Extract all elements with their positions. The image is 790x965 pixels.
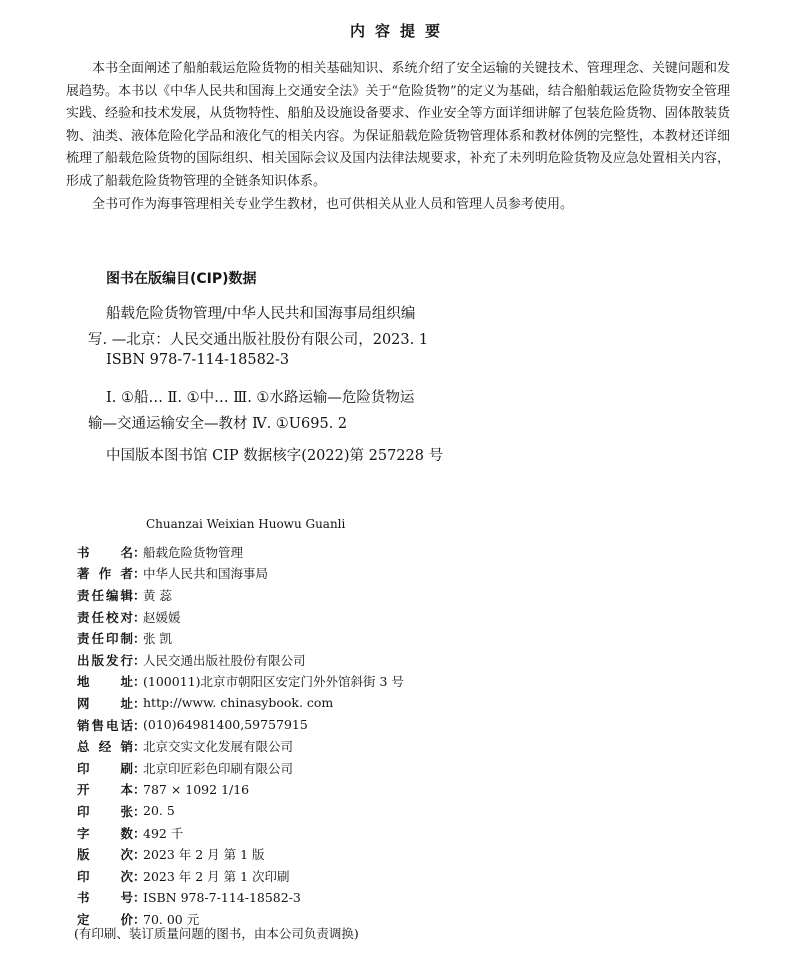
info-row <box>77 800 404 822</box>
info-value: 492 千 <box>143 825 184 841</box>
info-row <box>77 627 404 649</box>
cip-heading: 图书在版编目(CIP)数据 <box>106 271 257 287</box>
info-row <box>77 584 404 606</box>
page-title: 内容提要 <box>349 22 450 40</box>
info-colon: ： <box>133 544 146 560</box>
info-row <box>77 671 404 693</box>
cip-subject-line-1: Ⅰ. ①船… Ⅱ. ①中… Ⅲ. ①水路运输—危险货物运 <box>106 390 415 406</box>
info-colon: ： <box>133 674 146 690</box>
cip-publisher-line: 写. —北京：人民交通出版社股份有限公司，2023. 1 <box>88 332 429 348</box>
pinyin-title: Chuanzai Weixian Huowu Guanli <box>146 517 346 531</box>
info-label: 字 数 <box>77 825 133 841</box>
publication-info-list <box>77 541 404 930</box>
info-value: 人民交通出版社股份有限公司 <box>143 652 306 668</box>
info-row <box>77 714 404 736</box>
info-label: 印 张 <box>77 803 133 819</box>
info-colon: ： <box>133 695 146 711</box>
info-row <box>77 865 404 887</box>
info-label: 定 价 <box>77 911 133 927</box>
info-label: 网 址 <box>77 695 133 711</box>
info-colon: ： <box>133 566 146 582</box>
info-value: 20. 5 <box>143 803 175 819</box>
info-colon: ： <box>133 803 146 819</box>
info-label: 印 刷 <box>77 760 133 776</box>
info-value: (100011)北京市朝阳区安定门外外馆斜街 3 号 <box>143 674 404 690</box>
info-colon: ： <box>133 652 146 668</box>
info-colon: ： <box>133 890 146 906</box>
info-row <box>77 779 404 801</box>
info-colon: ： <box>133 868 146 884</box>
info-label: 开 本 <box>77 782 133 798</box>
info-row <box>77 649 404 671</box>
info-colon: ： <box>133 825 146 841</box>
cip-title-line: 船载危险货物管理/中华人民共和国海事局组织编 <box>106 306 416 322</box>
info-row <box>77 887 404 909</box>
info-value: 70. 00 元 <box>143 911 200 927</box>
info-value: 北京印匠彩色印刷有限公司 <box>143 760 294 776</box>
quality-footnote: (有印刷、装订质量问题的图书，由本公司负责调换) <box>74 926 359 941</box>
info-label: 地 址 <box>77 674 133 690</box>
summary-paragraph-1: 本书全面阐述了船舶载运危险货物的相关基础知识、系统介绍了安全运输的关键技术、管理理念、关键问题和发展趋势。本书以《中华人民共和国海上交通安全法》关于“危险货物”的定义为基础，结合船舶载运危险货物安全管理实践、经验和技术发展，从货物特性、船舶及设施设备要求、作业安全等方面详细讲解了包装危险货物、固体散装货物、油类、液体危险化学品和液化气的相关内容。为保证船载危险货物管理体系和教材体例的完整性，本教材还详细梳理了船载危险货物的国际组织、相关国际会议及国内法律法规要求，补充了未列明危险货物及应急处置相关内容，形成了船载危险货物管理的全链条知识体系。 <box>66 61 730 189</box>
info-value: ISBN 978-7-114-18582-3 <box>143 889 301 905</box>
info-label: 印 次 <box>77 868 133 884</box>
info-value: 787 × 1092 1/16 <box>143 781 250 797</box>
cip-subject-line-2: 输—交通运输安全—教材 Ⅳ. ①U695. 2 <box>88 416 348 432</box>
info-row <box>77 692 404 714</box>
info-colon: ： <box>133 609 146 625</box>
info-row <box>77 606 404 628</box>
info-colon: ： <box>133 631 146 647</box>
info-label: 书 号 <box>77 890 133 906</box>
info-label: 销 售 电 话 <box>77 717 133 733</box>
info-value: 赵媛媛 <box>143 609 181 625</box>
info-value: 北京交实文化发展有限公司 <box>143 739 294 755</box>
info-value: 2023 年 2 月 第 1 次印刷 <box>143 868 290 884</box>
info-label: 版 次 <box>77 847 133 863</box>
info-row <box>77 541 404 563</box>
info-row <box>77 563 404 585</box>
info-row <box>77 757 404 779</box>
cip-record-line: 中国版本图书馆 CIP 数据核字(2022)第 257228 号 <box>106 448 444 464</box>
info-value: 2023 年 2 月 第 1 版 <box>143 847 265 863</box>
info-value: (010)64981400,59757915 <box>143 717 308 733</box>
info-value: 中华人民共和国海事局 <box>143 566 269 582</box>
info-colon: ： <box>133 717 146 733</box>
info-value: http://www. chinasybook. com <box>143 695 334 711</box>
info-label: 责 任 校 对 <box>77 609 133 625</box>
info-row <box>77 822 404 844</box>
info-value: 黄 蕊 <box>143 587 172 603</box>
info-colon: ： <box>133 782 146 798</box>
info-colon: ： <box>133 739 146 755</box>
info-colon: ： <box>133 911 146 927</box>
info-label: 书 名 <box>77 544 133 560</box>
info-colon: ： <box>133 760 146 776</box>
info-colon: ： <box>133 847 146 863</box>
info-row <box>77 735 404 757</box>
info-label: 著 作 者 <box>77 566 133 582</box>
info-label: 出 版 发 行 <box>77 652 133 668</box>
info-label: 责 任 印 制 <box>77 631 133 647</box>
cip-isbn-line: ISBN 978-7-114-18582-3 <box>106 352 290 368</box>
summary-paragraph-2: 全书可作为海事管理相关专业学生教材，也可供相关从业人员和管理人员参考使用。 <box>92 196 574 212</box>
info-label: 总 经 销 <box>77 739 133 755</box>
info-colon: ： <box>133 587 146 603</box>
info-value: 张 凯 <box>143 631 172 647</box>
info-label: 责 任 编 辑 <box>77 587 133 603</box>
info-value: 船载危险货物管理 <box>143 544 244 560</box>
summary-section <box>66 58 730 216</box>
info-row <box>77 843 404 865</box>
